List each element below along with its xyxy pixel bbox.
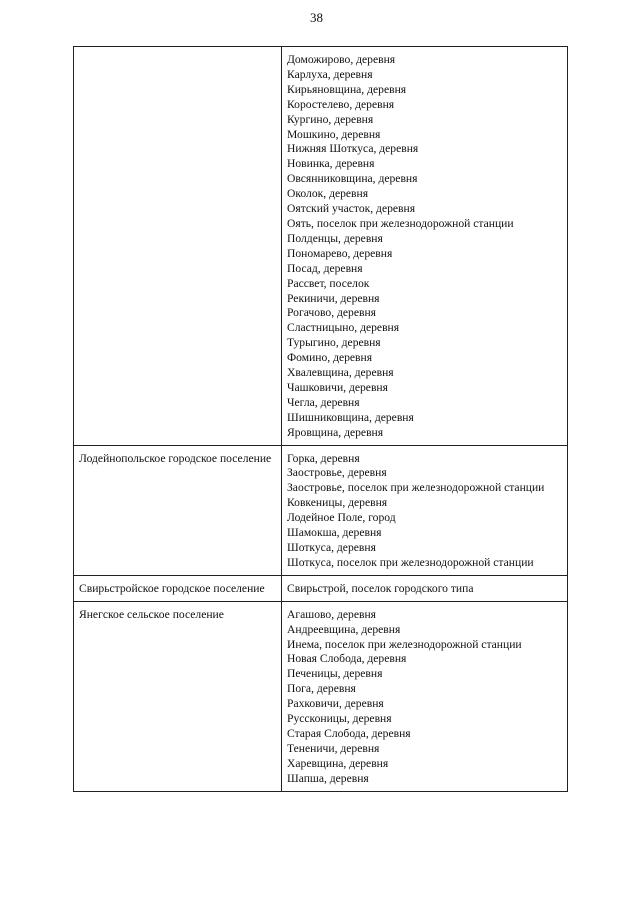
settlements-cell xyxy=(282,601,568,791)
settlement-entry: Ковкеницы, деревня xyxy=(287,496,388,510)
settlement-entry: Лодейное Поле, город xyxy=(287,511,396,525)
settlement-entry: Новая Слобода, деревня xyxy=(287,652,407,666)
settlement-entry: Околок, деревня xyxy=(287,187,369,201)
settlement-entry: Тененичи, деревня xyxy=(287,741,380,755)
settlement-entry: Яровщина, деревня xyxy=(287,425,384,439)
settlement-entry: Рогачово, деревня xyxy=(287,306,377,320)
settlement-entry: Кургино, деревня xyxy=(287,112,374,126)
settlement-entry: Горка, деревня xyxy=(287,451,360,465)
settlements-cell xyxy=(282,47,568,446)
settlement-entry: Рекиничи, деревня xyxy=(287,291,380,305)
settlement-entry: Кирьяновщина, деревня xyxy=(287,82,407,96)
settlement-entry: Коростелево, деревня xyxy=(287,97,395,111)
settlement-entry: Посад, деревня xyxy=(287,261,363,275)
settlement-entry: Чегла, деревня xyxy=(287,395,360,409)
settlement-entry: Оять, поселок при железнодорожной станции xyxy=(287,216,514,230)
settlements-cell xyxy=(282,445,568,575)
settlement-entry: Андреевщина, деревня xyxy=(287,622,401,636)
settlement-entry: Фомино, деревня xyxy=(287,351,373,365)
table-row xyxy=(74,601,568,791)
table-row xyxy=(74,445,568,575)
page-number: 38 xyxy=(310,10,323,25)
settlement-entry: Карлуха, деревня xyxy=(287,67,373,81)
settlement-entry: Чашковичи, деревня xyxy=(287,380,388,394)
settlement-entry: Рассвет, поселок xyxy=(287,276,370,290)
settlement-entry: Шишниковщина, деревня xyxy=(287,410,414,424)
municipality-cell xyxy=(74,601,282,791)
settlement-entry: Нижняя Шоткуса, деревня xyxy=(287,142,419,156)
settlement-entry: Пога, деревня xyxy=(287,682,356,696)
settlement-entry: Доможирово, деревня xyxy=(287,53,396,66)
table-body xyxy=(74,47,568,792)
settlement-entry: Руссконицы, деревня xyxy=(287,712,392,726)
municipality-cell xyxy=(74,445,282,575)
municipality-name: Лодейнопольское городское поселение xyxy=(79,451,272,465)
settlement-entry: Пономарево, деревня xyxy=(287,246,393,260)
settlement-entry: Рахковичи, деревня xyxy=(287,697,384,711)
settlement-entry: Инема, поселок при железнодорожной станции xyxy=(287,637,522,651)
settlement-entry: Полденцы, деревня xyxy=(287,231,383,245)
settlements-cell xyxy=(282,575,568,601)
settlement-entry: Заостровье, поселок при железнодорожной станции xyxy=(287,481,545,495)
municipality-cell xyxy=(74,47,282,446)
settlement-entry: Сластницыно, деревня xyxy=(287,321,400,335)
settlement-entry: Шоткуса, деревня xyxy=(287,541,376,554)
settlement-entry: Старая Слобода, деревня xyxy=(287,726,411,740)
settlement-entry: Хвалевщина, деревня xyxy=(287,366,394,380)
settlement-entry: Печеницы, деревня xyxy=(287,667,383,681)
municipality-name: Свирьстройское городское поселение xyxy=(79,581,265,595)
settlement-entry: Мошкино, деревня xyxy=(287,127,381,141)
settlement-entry: Харевщина, деревня xyxy=(287,756,389,770)
settlement-entry: Агашово, деревня xyxy=(287,607,376,621)
settlement-entry: Заостровье, деревня xyxy=(287,466,387,480)
settlement-entry: Оятский участок, деревня xyxy=(287,202,416,216)
settlement-entry: Овсянниковщина, деревня xyxy=(287,172,418,186)
settlements-table xyxy=(73,46,568,792)
table-row xyxy=(74,575,568,601)
municipality-name: Янегское сельское поселение xyxy=(79,607,224,621)
settlement-entry: Шапша, деревня xyxy=(287,771,369,785)
settlement-entry: Турыгино, деревня xyxy=(287,336,381,350)
settlement-entry: Шоткуса, поселок при железнодорожной станции xyxy=(287,555,534,569)
table-row xyxy=(74,47,568,446)
settlement-entry: Шамокша, деревня xyxy=(287,526,382,540)
municipality-cell xyxy=(74,575,282,601)
settlement-entry: Новинка, деревня xyxy=(287,157,375,171)
settlement-entry: Свирьстрой, поселок городского типа xyxy=(287,581,474,595)
